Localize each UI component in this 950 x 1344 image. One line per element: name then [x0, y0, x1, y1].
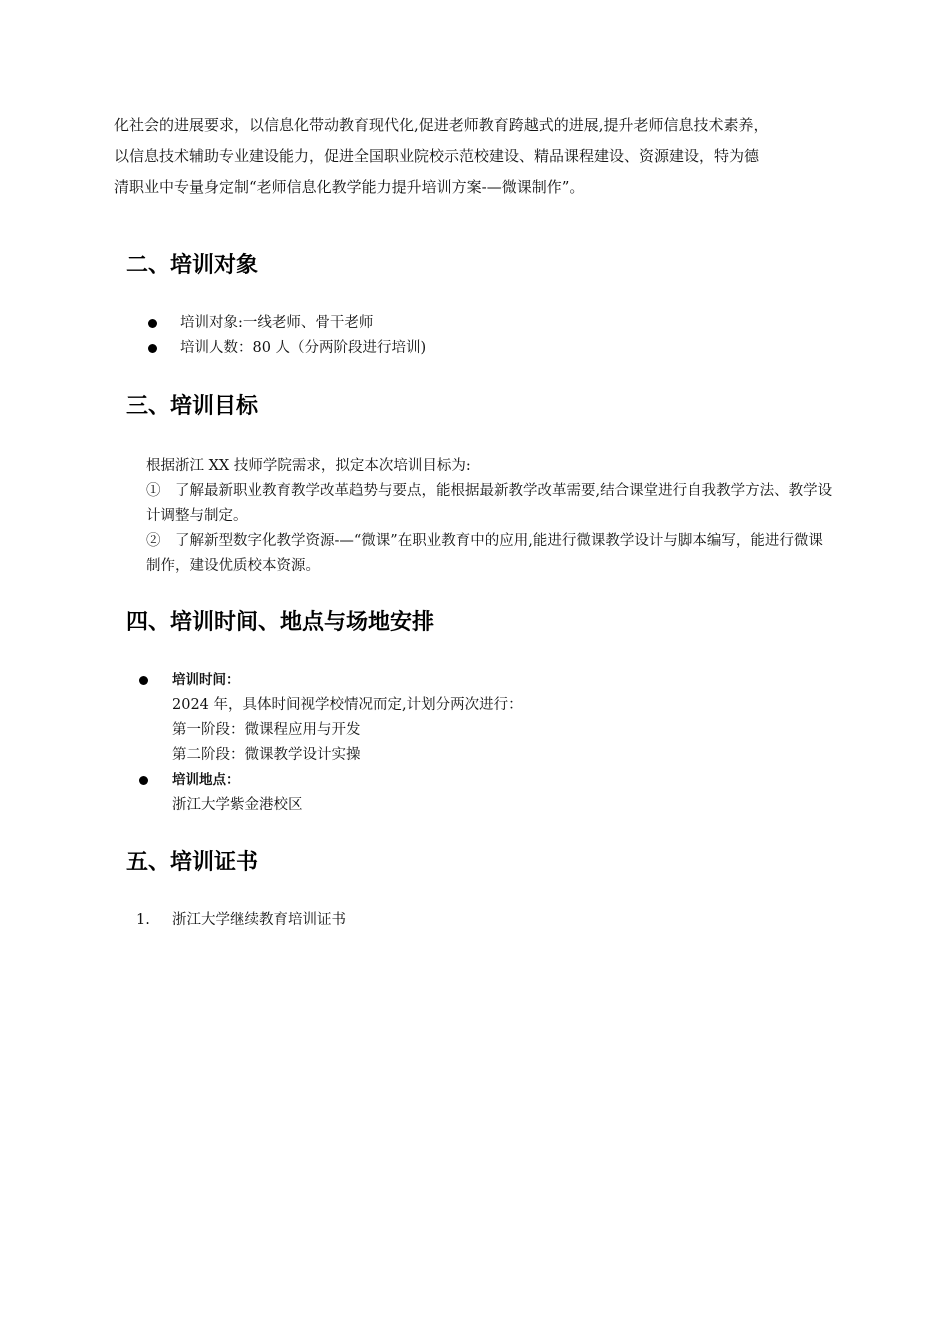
schedule-time-line: 第一阶段：微课程应用与开发	[172, 722, 361, 738]
schedule-list	[136, 668, 523, 818]
certificate-list	[136, 908, 346, 933]
schedule-place-line: 浙江大学紫金港校区	[172, 797, 303, 813]
schedule-place-label: 培训地点：	[136, 768, 523, 793]
list-item-number: 1.	[136, 912, 150, 928]
section-heading-training-target: 二、培训对象	[126, 253, 259, 278]
list-item-text: 培训对象:一线老师、骨干老师	[180, 315, 374, 331]
goals-intro: 根据浙江 XX 技师学院需求，拟定本次培训目标为:	[146, 458, 471, 474]
bullet-icon	[139, 676, 148, 685]
goal-item: ② 了解新型数字化教学资源-—“微课”在职业教育中的应用,能进行微课教学设计与脚本编写，能进行微课制作，建设优质校本资源。	[146, 533, 823, 574]
intro-paragraph	[114, 110, 836, 203]
intro-line: 清职业中专量身定制“老师信息化教学能力提升培训方案-—微课制作”。	[114, 178, 585, 196]
bullet-icon	[148, 319, 157, 328]
intro-line: 化社会的进展要求，以信息化带动教育现代化,促进老师教育跨越式的进展,提升老师信息技术素养，	[114, 116, 769, 134]
list-item	[146, 336, 426, 361]
list-item-text: 浙江大学继续教育培训证书	[172, 912, 346, 928]
section-heading-schedule: 四、培训时间、地点与场地安排	[126, 610, 435, 635]
section-heading-certificate: 五、培训证书	[126, 850, 259, 875]
intro-line: 以信息技术辅助专业建设能力，促进全国职业院校示范校建设、精品课程建设、资源建设，特为德	[114, 147, 760, 165]
list-item-text: 培训人数：80 人（分两阶段进行培训)	[180, 340, 427, 356]
schedule-time-line: 第二阶段：微课教学设计实操	[172, 747, 361, 763]
schedule-time-line: 2024 年，具体时间视学校情况而定,计划分两次进行：	[172, 697, 523, 713]
section-heading-training-goals: 三、培训目标	[126, 394, 259, 419]
bullet-icon	[139, 776, 148, 785]
goal-item: ① 了解最新职业教育教学改革趋势与要点，能根据最新教学改革需要,结合课堂进行自我教学方法、教学设计调整与制定。	[146, 483, 833, 524]
bullet-icon	[148, 344, 157, 353]
training-goals	[146, 454, 836, 579]
training-target-list	[146, 311, 426, 361]
list-item	[136, 908, 346, 933]
list-item	[146, 311, 426, 336]
schedule-time-label: 培训时间：	[136, 668, 523, 693]
